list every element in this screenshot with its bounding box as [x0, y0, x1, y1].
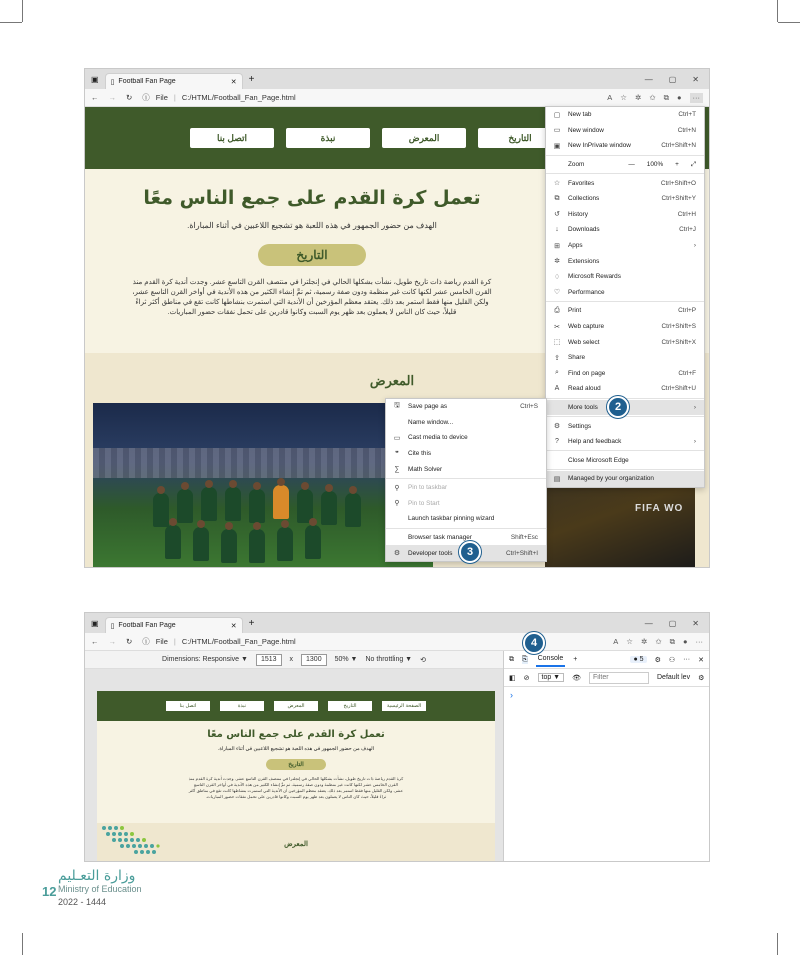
callout-4: 4 — [523, 632, 545, 654]
menu-item-shortcut: Ctrl+Shift+Y — [661, 195, 696, 203]
menu-separator — [546, 301, 704, 302]
menu-item-read-aloud[interactable] — [546, 381, 704, 397]
history-paragraph: كرة القدم رياضة ذات تاريخ طويل، نشأت بشكلها الحالي في إنجلترا في منتصف القرن التاسع عشر. وجدت أندية كرة القدم منذ القرن الخامس عشر لكنها كانت غير منظمة ودون صفة رسمية، ثم تمَّ إنشاء الكثير من هذه الأندية في أواخر القرن التاسع عشر، ولكن القليل منها فقط استمر بعد ذلك. يعتقد معظم المؤرخين أن الأندية التي استمرت بنشاطها كانت تقع في مناطق أكثر ثراءً قليلاً، حيث كان الناس لا يعملون بعد ظهر يوم السبت وكانوا قادرين على تحمل نفقات حضور المباريات. — [188, 776, 404, 799]
rewards-icon: ♢ — [553, 273, 561, 281]
extensions-icon[interactable]: ✲ — [641, 636, 648, 646]
menu-item-label: Microsoft Rewards — [568, 273, 621, 281]
back-icon[interactable]: ← — [91, 93, 99, 102]
zoom-in-button[interactable]: + — [675, 161, 679, 169]
menu-item-label: New InPrivate window — [568, 142, 631, 150]
address-bar — [85, 633, 709, 651]
menu-item-label: Close Microsoft Edge — [568, 456, 629, 464]
menu-item-label: New window — [568, 126, 604, 134]
page-heading: تعمل كرة القدم على جمع الناس معًا — [143, 187, 481, 209]
apps-icon: ⊞ — [554, 242, 560, 250]
tools-item-launch-taskbar-pinning-wizard[interactable] — [386, 511, 546, 527]
tab-actions-icon[interactable]: ▣ — [91, 618, 99, 628]
menu-separator — [546, 155, 704, 156]
close-tab-icon[interactable]: ✕ — [230, 622, 237, 630]
favorite-icon[interactable]: ☆ — [626, 636, 634, 646]
zoom-value: 100% — [646, 161, 664, 169]
history-icon: ↺ — [554, 211, 560, 219]
url-separator: | — [173, 93, 176, 102]
find-icon: ⌕ — [555, 369, 559, 377]
crop-mark — [0, 22, 22, 23]
new-window-icon: ▭ — [553, 127, 561, 135]
team-photo — [93, 403, 433, 567]
menu-item-label: Web select — [568, 338, 600, 346]
player-figure — [177, 489, 193, 523]
address-bar — [85, 89, 709, 107]
read-aloud-icon[interactable]: A — [607, 92, 613, 102]
menu-item-label: Browser task manager — [408, 534, 472, 542]
player-figure — [249, 529, 265, 563]
player-figure — [201, 487, 217, 521]
forward-icon[interactable]: → — [108, 637, 116, 646]
minimize-icon[interactable]: — — [644, 74, 653, 84]
hero — [97, 721, 495, 800]
history-button[interactable]: التاريخ — [266, 759, 326, 770]
tab-strip — [85, 69, 709, 89]
tools-item-math-solver[interactable] — [386, 461, 546, 477]
player-figure — [225, 487, 241, 521]
page-subheading: الهدف من حضور الجمهور في هذه اللعبة هو تشجيع اللاعبين في أثناء المباراة. — [217, 746, 375, 752]
performance-icon: ♡ — [553, 289, 561, 297]
nav-gallery[interactable]: المعرض — [274, 701, 318, 711]
menu-item-new-tab[interactable] — [546, 107, 704, 123]
extensions-icon[interactable]: ✲ — [635, 92, 642, 102]
url-field[interactable] — [142, 92, 597, 103]
menu-item-shortcut: Ctrl+Shift+U — [661, 385, 696, 393]
ministry-name-arabic: وزارة التعـليم — [58, 868, 136, 884]
menu-separator — [386, 478, 546, 479]
minimize-icon[interactable]: — — [644, 618, 653, 628]
tools-item-pin-to-start — [386, 496, 546, 512]
profile-icon[interactable]: ● — [682, 636, 688, 646]
tools-item-name-window[interactable] — [386, 415, 546, 431]
menu-item-performance[interactable] — [546, 285, 704, 301]
menu-item-collections[interactable] — [546, 191, 704, 207]
dimensions-select[interactable]: Dimensions: Responsive ▼ — [162, 656, 248, 663]
menu-item-help-and-feedback[interactable] — [546, 434, 704, 450]
menu-item-print[interactable] — [546, 303, 704, 319]
math-icon: ∑ — [394, 465, 400, 473]
menu-item-label: Share — [568, 354, 586, 362]
settings-icon[interactable]: ⚙ — [654, 656, 661, 664]
player-figure — [165, 525, 181, 559]
close-tab-icon[interactable]: ✕ — [230, 78, 237, 86]
crop-mark — [22, 0, 23, 22]
crop-mark — [22, 933, 23, 955]
device-emulation-icon[interactable]: ⧉ — [509, 655, 514, 663]
site-nav — [97, 691, 495, 721]
tab-title: Football Fan Page — [118, 78, 176, 85]
settings-icon: ⚙ — [553, 423, 561, 431]
nav-about[interactable]: نبذة — [220, 701, 264, 711]
menu-separator — [546, 173, 704, 174]
zoom-label: Zoom — [568, 161, 585, 169]
menu-item-shortcut: › — [693, 242, 696, 250]
console-prompt[interactable]: › — [510, 690, 513, 700]
connect-icon[interactable]: ⚇ — [668, 656, 676, 664]
web-select-icon: ⬚ — [553, 339, 561, 347]
url-text: C:/HTML/Football_Fan_Page.html — [181, 93, 296, 102]
player-figure — [153, 493, 169, 527]
menu-item-label: Save page as — [408, 403, 448, 411]
fullscreen-button[interactable]: ⤢ — [690, 160, 696, 168]
menu-item-label: Settings — [568, 422, 592, 430]
tab-actions-icon[interactable]: ▣ — [91, 74, 99, 84]
nav-history[interactable]: التاريخ — [478, 128, 562, 148]
menu-item-label: Apps — [568, 242, 583, 250]
page-icon: ▯ — [110, 622, 115, 630]
menu-item-shortcut: Ctrl+Shift+O — [660, 179, 696, 187]
edge-settings-menu — [545, 106, 705, 488]
nav-about[interactable]: نبذة — [286, 128, 370, 148]
device-toolbar — [85, 651, 503, 669]
read-aloud-icon: A — [554, 385, 560, 393]
clear-console-icon[interactable]: ⊘ — [523, 674, 530, 682]
menu-item-label: Performance — [568, 288, 605, 296]
console-toolbar — [504, 669, 709, 687]
menu-item-find-on-page[interactable] — [546, 366, 704, 382]
tools-item-pin-to-taskbar — [386, 480, 546, 496]
menu-item-shortcut: Ctrl+S — [520, 403, 538, 411]
nav-contact[interactable]: اتصل بنا — [166, 701, 210, 711]
menu-item-label: Read aloud — [568, 385, 601, 393]
levels-select[interactable]: Default lev — [657, 674, 691, 681]
web-capture-icon: ✂ — [554, 323, 560, 331]
nav-contact[interactable]: اتصل بنا — [190, 128, 274, 148]
page-number: 12 — [42, 884, 57, 899]
tools-item-cast-media-to-device[interactable] — [386, 430, 546, 446]
menu-item-label: Favorites — [568, 179, 595, 187]
new-tab-icon: ▢ — [553, 111, 561, 119]
menu-separator — [546, 416, 704, 417]
pin-icon: ⚲ — [394, 484, 400, 492]
forward-icon[interactable]: → — [108, 93, 116, 102]
inprivate-icon: ▣ — [553, 142, 561, 150]
refresh-icon[interactable]: ↻ — [126, 93, 133, 102]
print-icon: ⎙ — [554, 306, 560, 314]
browser-window-1 — [84, 68, 710, 568]
more-tools-submenu — [385, 398, 547, 562]
menu-item-label: Print — [568, 307, 582, 315]
extensions-icon: ✲ — [554, 258, 560, 266]
pin-icon: ⚲ — [394, 500, 400, 508]
menu-item-web-select[interactable] — [546, 334, 704, 350]
page-icon: ▯ — [110, 78, 115, 86]
menu-item-shortcut: › — [693, 438, 696, 446]
menu-item-web-capture[interactable] — [546, 319, 704, 335]
menu-item-label: Launch taskbar pinning wizard — [408, 515, 495, 523]
url-prefix: File — [155, 637, 168, 646]
maximize-icon[interactable]: ▢ — [668, 74, 677, 84]
url-text: C:/HTML/Football_Fan_Page.html — [181, 637, 296, 646]
tools-item-cite-this[interactable] — [386, 446, 546, 462]
console-settings-icon[interactable]: ⚙ — [698, 674, 705, 682]
history-button[interactable]: التاريخ — [258, 244, 366, 266]
rotate-icon[interactable]: ⟲ — [420, 656, 426, 664]
save-icon: 🖫 — [394, 402, 400, 410]
menu-item-managed-by-your-organization — [546, 471, 704, 487]
history-paragraph: كرة القدم رياضة ذات تاريخ طويل، نشأت بشكلها الحالي في إنجلترا في منتصف القرن التاسع عشر. وجدت أندية كرة القدم منذ القرن الخامس عشر لكنها كانت غير منظمة ودون صفة رسمية، ثم تمَّ إنشاء الكثير من هذه الأندية في أواخر القرن التاسع عشر، ولكن القليل منها فقط استمر بعد ذلك. يعتقد معظم المؤرخين أن الأندية التي استمرت بنشاطها كانت تقع في مناطق أكثر ثراءً قليلاً، حيث كان الناس لا يعملون بعد ظهر يوم السبت وكانوا قادرين على تحمل نفقات حضور المباريات. — [132, 279, 492, 316]
menu-item-label: Developer tools — [408, 549, 453, 557]
player-figure — [249, 489, 265, 523]
throttling-select[interactable]: No throttling ▼ — [365, 656, 413, 663]
width-input[interactable]: 1513 — [256, 654, 282, 666]
profile-icon[interactable]: ● — [676, 92, 682, 102]
help-icon: ? — [555, 438, 559, 446]
crop-mark — [778, 22, 800, 23]
ministry-logo — [100, 822, 160, 856]
gallery-title: المعرض — [284, 841, 308, 848]
favorites-bar-icon[interactable]: ✩ — [655, 636, 662, 646]
sidebar-toggle-icon[interactable]: ◧ — [509, 674, 516, 682]
menu-item-history[interactable] — [546, 207, 704, 223]
inspect-icon[interactable]: ⎘ — [522, 655, 528, 663]
player-figure — [193, 527, 209, 561]
menu-item-favorites[interactable] — [546, 175, 704, 191]
menu-item-shortcut: Ctrl+H — [677, 210, 696, 218]
info-icon: ⓘ — [142, 637, 150, 646]
url-prefix: File — [155, 93, 168, 102]
share-icon: ⇪ — [554, 354, 560, 362]
tab-console[interactable]: Console — [536, 652, 566, 667]
back-icon[interactable]: ← — [91, 637, 99, 646]
menu-item-shortcut: Ctrl+N — [677, 126, 696, 134]
player-figure — [277, 527, 293, 561]
menu-item-new-window[interactable] — [546, 123, 704, 139]
menu-item-label: Name window... — [408, 418, 454, 426]
height-input[interactable]: 1300 — [301, 654, 327, 666]
player-figure — [273, 485, 289, 519]
nav-gallery[interactable]: المعرض — [382, 128, 466, 148]
tab-football-fan-page[interactable] — [105, 617, 243, 633]
devtools-panel — [503, 651, 709, 861]
menu-item-label: Math Solver — [408, 465, 443, 473]
collections-icon[interactable]: ⧉ — [669, 636, 675, 646]
menu-item-shortcut: Ctrl+Shift+S — [661, 323, 696, 331]
page-heading: تعمل كرة القدم على جمع الناس معًا — [207, 729, 385, 740]
menu-item-label: Find on page — [568, 369, 606, 377]
close-window-icon[interactable]: ✕ — [692, 618, 699, 628]
managed-icon: ▤ — [553, 475, 561, 483]
menu-item-label: Web capture — [568, 323, 605, 331]
crop-mark — [777, 0, 778, 22]
eye-icon[interactable]: 👁 — [572, 674, 581, 682]
close-window-icon[interactable]: ✕ — [692, 74, 699, 84]
zoom-select[interactable]: 50% ▼ — [334, 656, 358, 663]
menu-item-label: More tools — [568, 403, 598, 411]
callout-3: 3 — [459, 541, 481, 563]
menu-item-extensions[interactable] — [546, 253, 704, 269]
refresh-icon[interactable]: ↻ — [126, 637, 133, 646]
tools-item-save-page-as[interactable] — [386, 399, 546, 415]
read-aloud-icon[interactable]: A — [613, 636, 619, 646]
favorites-icon: ☆ — [553, 180, 561, 188]
zoom-out-button[interactable]: — — [628, 161, 635, 169]
menu-item-label: Pin to Start — [408, 499, 440, 507]
browser-window-2 — [84, 612, 710, 862]
menu-item-apps[interactable] — [546, 238, 704, 254]
cast-icon: ▭ — [393, 434, 401, 442]
callout-2: 2 — [607, 396, 629, 418]
menu-item-shortcut: Ctrl+T — [678, 111, 696, 119]
times-sign: x — [289, 656, 294, 663]
nav-history[interactable]: التاريخ — [328, 701, 372, 711]
devtools-icon: ⚙ — [393, 550, 401, 558]
url-separator: | — [173, 637, 176, 646]
tab-title: Football Fan Page — [118, 622, 176, 629]
nav-home[interactable]: الصفحة الرئيسية — [382, 701, 426, 711]
favorites-bar-icon[interactable]: ✩ — [649, 92, 656, 102]
player-figure — [221, 529, 237, 563]
more-icon[interactable]: ··· — [683, 656, 691, 663]
menu-separator — [546, 450, 704, 451]
downloads-icon: ↓ — [555, 226, 559, 234]
menu-item-shortcut: Ctrl+Shift+I — [506, 549, 538, 557]
new-tab-icon[interactable]: + — [248, 617, 255, 629]
tab-football-fan-page[interactable] — [105, 73, 243, 89]
menu-item-shortcut: Ctrl+Shift+X — [661, 338, 696, 346]
museum-sign: FIFA WO — [635, 503, 684, 514]
player-figure — [305, 525, 321, 559]
menu-item-shortcut: Shift+Esc — [510, 534, 538, 542]
console-filter-input[interactable] — [589, 672, 649, 684]
menu-item-microsoft-rewards[interactable] — [546, 269, 704, 285]
menu-separator — [386, 528, 546, 529]
menu-separator — [546, 469, 704, 470]
menu-item-label: Extensions — [568, 257, 600, 265]
crop-mark — [777, 933, 778, 955]
menu-item-new-inprivate-window[interactable] — [546, 138, 704, 154]
menu-item-close-microsoft-edge[interactable] — [546, 452, 704, 468]
more-options-icon[interactable]: ··· — [690, 93, 704, 103]
close-devtools-icon[interactable]: ✕ — [698, 656, 704, 664]
menu-item-label: Help and feedback — [568, 438, 622, 446]
menu-item-label: Pin to taskbar — [408, 484, 448, 492]
menu-item-shortcut: Ctrl+J — [679, 226, 696, 234]
maximize-icon[interactable]: ▢ — [668, 618, 677, 628]
menu-item-shortcut: Ctrl+Shift+N — [661, 142, 696, 150]
new-tab-icon[interactable]: + — [248, 73, 255, 85]
menu-item-label: Managed by your organization — [568, 475, 654, 483]
menu-item-downloads[interactable] — [546, 222, 704, 238]
menu-item-label: Downloads — [568, 226, 600, 234]
player-figure — [321, 491, 337, 525]
menu-item-label: Cite this — [408, 450, 432, 458]
collections-icon[interactable]: ⧉ — [663, 92, 669, 102]
menu-item-share[interactable] — [546, 350, 704, 366]
gallery-title: المعرض — [369, 373, 415, 388]
menu-item-label: Collections — [568, 195, 600, 203]
menu-item-shortcut: › — [693, 403, 696, 411]
stadium-stands — [93, 448, 433, 478]
more-options-icon[interactable]: ··· — [695, 636, 703, 646]
menu-item-shortcut: Ctrl+P — [678, 307, 696, 315]
menu-item-shortcut: Ctrl+F — [678, 369, 696, 377]
page-subheading: الهدف من حضور الجمهور في هذه اللعبة هو تشجيع اللاعبين في أثناء المباراة. — [187, 221, 437, 230]
zoom-row — [546, 157, 704, 173]
info-icon: ⓘ — [142, 93, 150, 102]
issues-badge[interactable]: ● 5 — [630, 656, 646, 663]
edition-year: 2022 - 1444 — [58, 897, 107, 907]
menu-item-label: History — [568, 210, 588, 218]
cite-icon: ❞ — [395, 450, 399, 458]
collections-icon: ⧉ — [554, 194, 560, 202]
add-tab-icon[interactable]: + — [573, 656, 578, 663]
menu-item-label: New tab — [568, 111, 592, 119]
ministry-name-english: Ministry of Education — [58, 884, 142, 894]
player-figure — [345, 493, 361, 527]
menu-item-settings[interactable] — [546, 418, 704, 434]
favorite-icon[interactable]: ☆ — [620, 92, 628, 102]
tab-strip — [85, 613, 709, 633]
context-select[interactable]: top ▼ — [538, 673, 565, 682]
menu-item-label: Cast media to device — [408, 434, 468, 442]
